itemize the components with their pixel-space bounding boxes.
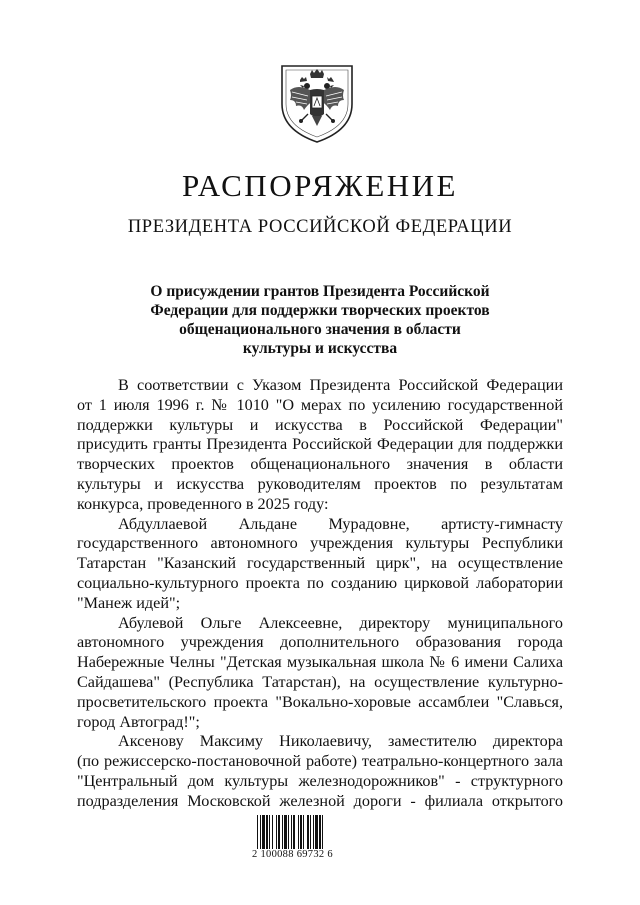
document-title-line: общенационального значения в области (179, 321, 461, 338)
body-line: культуры и искусства руководителям проектов по результатам (77, 474, 563, 493)
body-line: автономного учреждения дополнительного образования города (77, 633, 563, 652)
body-line: Аксенову Максиму Николаевичу, заместителю директора (118, 732, 563, 751)
body-line: Сайдашева" (Республика Татарстан), на осуществление культурно- (77, 672, 563, 691)
body-line: просветительского проекта "Вокально-хоровые ассамблеи "Славься, (77, 692, 563, 711)
document-title (120, 282, 520, 358)
body-line: присудить гранты Президента Российской Федерации для поддержки (77, 435, 563, 454)
body-line: "Центральный дом культуры железнодорожников" - структурного (77, 771, 563, 790)
body-line: город Автоград!"; (77, 712, 200, 731)
body-line: поддержки культуры и искусства в Российской Федерации" (77, 415, 563, 434)
body-line: социально-культурного проекта по созданию цирковой лаборатории (77, 573, 563, 592)
document-body (77, 376, 563, 812)
body-line: В соответствии с Указом Президента Российской Федерации (118, 376, 563, 394)
body-line: Абдуллаевой Альдане Мурадовне, артисту-гимнасту (118, 514, 563, 533)
document-title-line: культуры и искусства (242, 340, 398, 357)
body-line: Набережные Челны "Детская музыкальная школа № 6 имени Салиха (77, 653, 563, 672)
body-line: от 1 июля 1996 г. № 1010 "О мерах по усилению государственной (77, 395, 563, 414)
body-line: Татарстан "Казанский государственный цирк", на осуществление (77, 554, 563, 573)
body-line: Абулевой Ольге Алексеевне, директору муниципального (118, 613, 563, 632)
body-line: подразделения Московской железной дороги - филиала открытого (77, 791, 563, 810)
body-line: творческих проектов общенационального значения в области (77, 455, 563, 474)
document-barcode (252, 815, 352, 865)
body-line: (по режиссерско-постановочной работе) театрально-концертного зала (77, 752, 563, 771)
coat-of-arms-icon (274, 60, 360, 146)
document-title-line: Федерации для поддержки творческих проектов (150, 302, 490, 319)
body-line: конкурса, проведенного в 2025 году: (77, 494, 329, 513)
document-issuer: ПРЕЗИДЕНТА РОССИЙСКОЙ ФЕДЕРАЦИИ (127, 217, 513, 237)
body-line: государственного автономного учреждения культуры Республики (77, 534, 563, 553)
barcode-icon (257, 815, 343, 849)
document-type: РАСПОРЯЖЕНИЕ (182, 168, 458, 203)
barcode-number: 2 100088 69732 6 (252, 849, 333, 860)
body-line: "Манеж идей"; (77, 593, 181, 612)
document-title-line: О присуждении грантов Президента Российской (150, 283, 490, 300)
